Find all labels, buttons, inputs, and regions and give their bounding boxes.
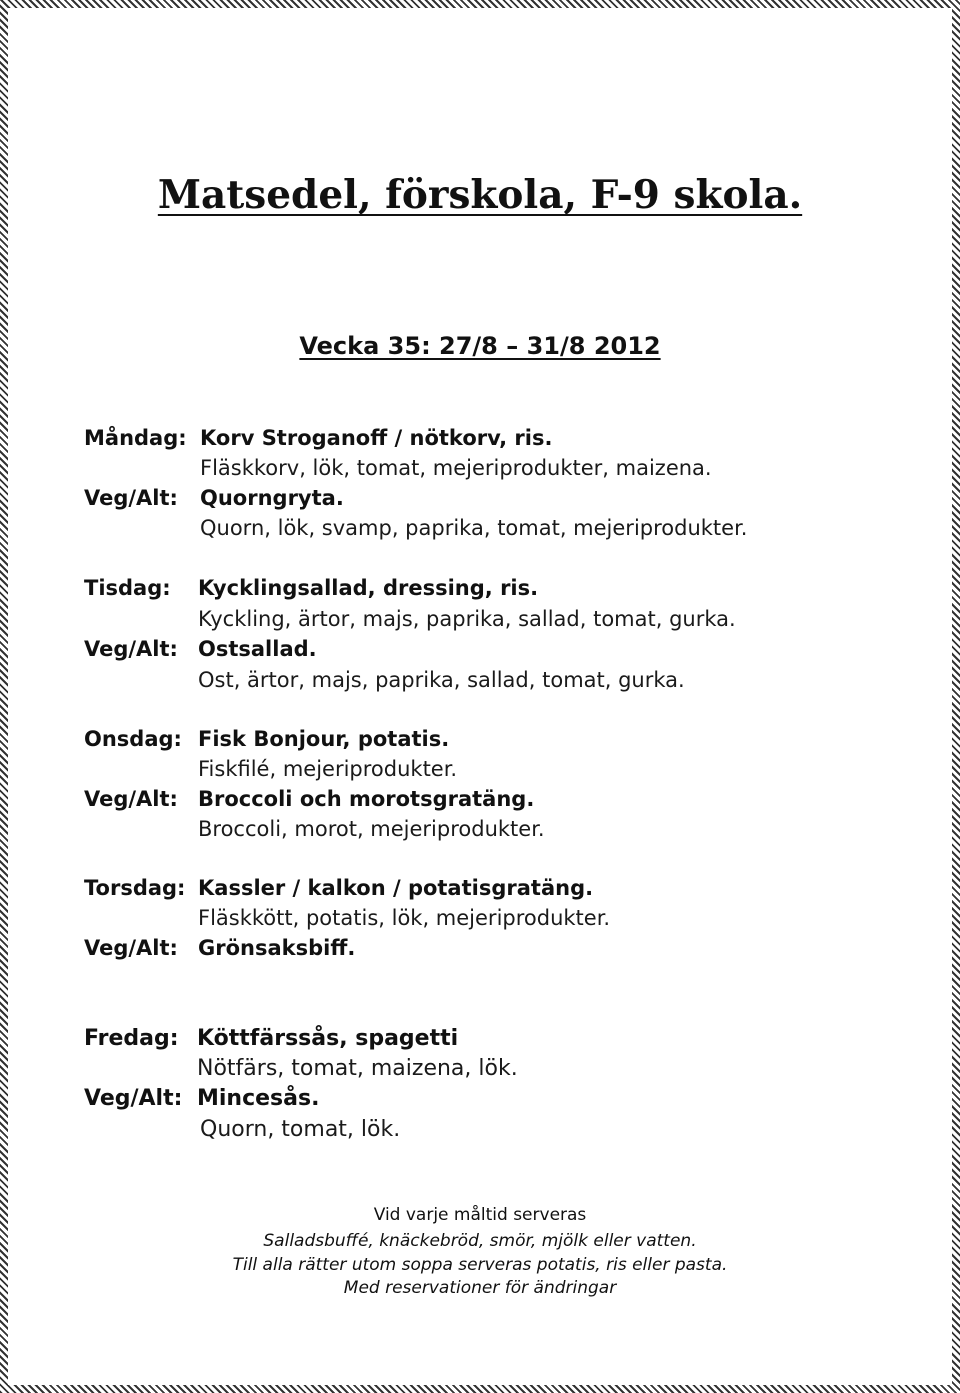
week-heading: Vecka 35: 27/8 – 31/8 2012: [299, 332, 661, 360]
footer-line: Till alla rätter utom soppa serveras potatis, ris eller pasta.: [232, 1255, 728, 1275]
footer-line: Vid varje måltid serveras: [373, 1205, 587, 1225]
alt-dish-name: Grönsaksbiff.: [198, 936, 356, 960]
dish-name: Fisk Bonjour, potatis.: [198, 727, 450, 751]
day-label: Måndag:: [84, 426, 187, 450]
alt-ingredients-text: Ost, ärtor, majs, paprika, sallad, tomat, gurka.: [198, 668, 685, 692]
alt-label: Veg/Alt:: [84, 787, 178, 811]
alt-ingredients-text: Quorn, tomat, lök.: [200, 1117, 401, 1142]
dish-name: Kassler / kalkon / potatisgratäng.: [198, 876, 594, 900]
alt-ingredients-text: Broccoli, morot, mejeriprodukter.: [198, 817, 545, 841]
alt-dish-name: Broccoli och morotsgratäng.: [198, 787, 535, 811]
alt-label: Veg/Alt:: [84, 936, 178, 960]
ingredients-text: Fläskkött, potatis, lök, mejeriprodukter.: [198, 906, 611, 930]
footer-line: Salladsbuffé, knäckebröd, smör, mjölk eller vatten.: [263, 1231, 697, 1251]
dish-name: Köttfärssås, spagetti: [197, 1026, 459, 1051]
alt-label: Veg/Alt:: [84, 486, 178, 510]
alt-ingredients-text: Quorn, lök, svamp, paprika, tomat, mejeriprodukter.: [200, 516, 748, 540]
ingredients-text: Fiskfilé, mejeriprodukter.: [198, 757, 458, 781]
alt-dish-name: Quorngryta.: [200, 486, 344, 510]
ingredients-text: Nötfärs, tomat, maizena, lök.: [197, 1056, 518, 1081]
alt-label: Veg/Alt:: [84, 1086, 183, 1111]
dish-name: Kycklingsallad, dressing, ris.: [198, 576, 539, 600]
dish-name: Korv Stroganoff / nötkorv, ris.: [200, 426, 553, 450]
alt-dish-name: Ostsallad.: [198, 637, 317, 661]
day-label: Tisdag:: [84, 576, 171, 600]
ingredients-text: Kyckling, ärtor, majs, paprika, sallad, tomat, gurka.: [198, 607, 736, 631]
day-label: Fredag:: [84, 1026, 179, 1051]
page-title: Matsedel, förskola, F-9 skola.: [157, 172, 803, 218]
day-label: Onsdag:: [84, 727, 182, 751]
alt-label: Veg/Alt:: [84, 637, 178, 661]
day-label: Torsdag:: [84, 876, 186, 900]
alt-dish-name: Mincesås.: [197, 1086, 320, 1111]
ingredients-text: Fläskkorv, lök, tomat, mejeriprodukter, maizena.: [200, 456, 712, 480]
footer-line: Med reservationer för ändringar: [343, 1278, 617, 1298]
